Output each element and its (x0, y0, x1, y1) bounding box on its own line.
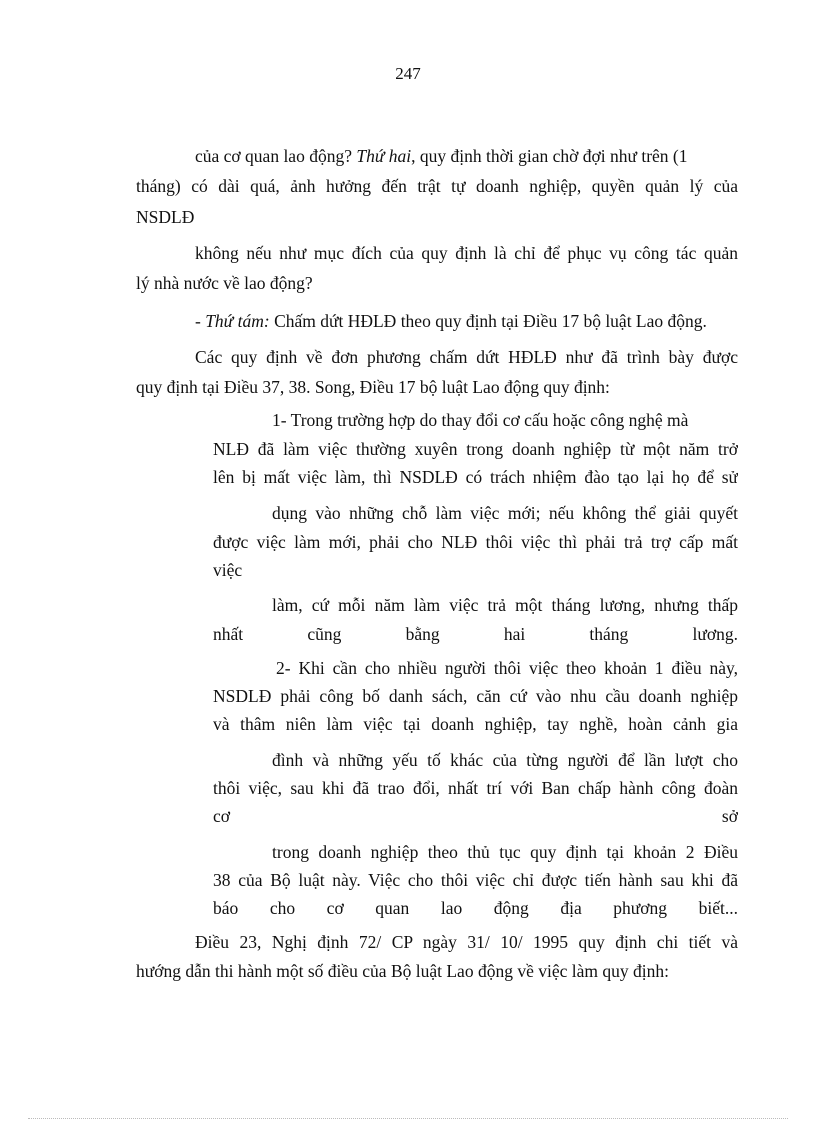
text-line-2: tháng) có dài quá, ảnh hưởng đến trật tự doanh nghiệp, quyền quản lý của (136, 176, 738, 196)
quote-line-7: làm, cứ mỗi năm làm việc trả một tháng lương, nhưng thấp (272, 595, 738, 615)
text-line-9: Điều 23, Nghị định 72/ CP ngày 31/ 10/ 1995 quy định chi tiết và (195, 932, 738, 952)
quote-line-12: đình và những yếu tố khác của từng người để lần lượt cho (272, 750, 738, 770)
text-span: - (195, 311, 206, 331)
text-line-8: quy định tại Điều 37, 38. Song, Điều 17 bộ luật Lao động quy định: (136, 377, 610, 397)
quote-line-16: 38 của Bộ luật này. Việc cho thôi việc chỉ được tiến hành sau khi đã (213, 870, 738, 890)
text-line-1 (195, 145, 688, 167)
text-line-3: NSDLĐ (136, 207, 195, 227)
text-line-5: lý nhà nước về lao động? (136, 273, 313, 293)
quote-line-4: dụng vào những chỗ làm việc mới; nếu không thể giải quyết (272, 503, 738, 523)
quote-line-9: 2- Khi cần cho nhiều người thôi việc theo khoản 1 điều này, (276, 658, 738, 678)
text-span: , quy định thời gian chờ đợi như trên (1 (411, 146, 688, 166)
quote-line-17: báo cho cơ quan lao động địa phương biết... (213, 898, 738, 918)
text-line-10: hướng dẫn thi hành một số điều của Bộ luật Lao động về việc làm quy định: (136, 961, 669, 981)
quote-line-14: cơ sở (213, 806, 738, 826)
text-line-7: Các quy định về đơn phương chấm dứt HĐLĐ như đã trình bày được (195, 347, 738, 367)
quote-line-11: và thâm niên làm việc tại doanh nghiệp, tay nghề, hoàn cảnh gia (213, 714, 738, 734)
quote-line-15: trong doanh nghiệp theo thủ tục quy định tại khoản 2 Điều (272, 842, 738, 862)
quote-line-1: 1- Trong trường hợp do thay đổi cơ cấu hoặc công nghệ mà (272, 410, 689, 430)
italic-text: Thứ tám: (205, 311, 270, 331)
quote-line-6: việc (213, 560, 243, 580)
quote-line-5: được việc làm mới, phải cho NLĐ thôi việc thì phải trả trợ cấp mất (213, 532, 738, 552)
text-span: của cơ quan lao động? (195, 146, 357, 166)
quote-line-8: nhất cũng bằng hai tháng lương. (213, 624, 738, 644)
quote-line-2: NLĐ đã làm việc thường xuyên trong doanh nghiệp từ một năm trở (213, 439, 738, 459)
text-line-6 (195, 310, 707, 332)
footer-divider (28, 1118, 788, 1119)
text-line-4: không nếu như mục đích của quy định là chỉ để phục vụ công tác quản (195, 243, 738, 263)
page-number: 247 (395, 64, 421, 83)
italic-text: Thứ hai (356, 146, 412, 166)
quote-line-13: thôi việc, sau khi đã trao đổi, nhất trí với Ban chấp hành công đoàn (213, 778, 738, 798)
quote-line-10: NSDLĐ phải công bố danh sách, căn cứ vào nhu cầu doanh nghiệp (213, 686, 738, 706)
text-span: Chấm dứt HĐLĐ theo quy định tại Điều 17 bộ luật Lao động. (269, 311, 707, 331)
quote-line-3: lên bị mất việc làm, thì NSDLĐ có trách nhiệm đào tạo lại họ để sử (213, 467, 738, 487)
